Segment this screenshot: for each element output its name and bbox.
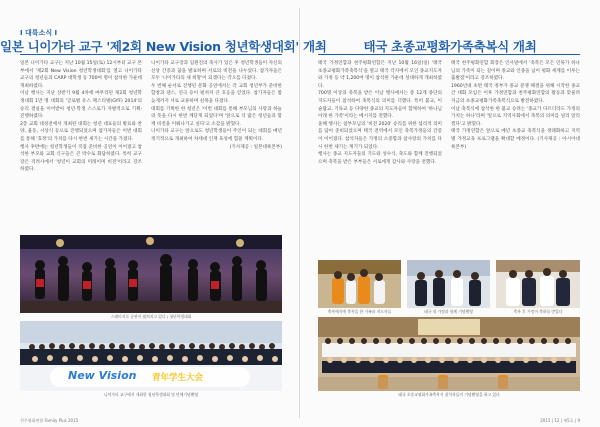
paragraph: (기사제공 : 일본대륙본부) xyxy=(229,144,282,150)
blessing-group-photo-image xyxy=(318,317,580,391)
ceremony-photo-center-image xyxy=(407,260,490,308)
ceremony-photo-center xyxy=(407,260,490,308)
paragraph: 태국 천주평화연합 회장은 인사말에서 '축복은 모든 인류가 하나님의 가족이 되는 길이며 종교와 인종을 넘어 평화 세계를 이루는 출발점'이라고 강조하였다. xyxy=(451,61,580,82)
page-gutter xyxy=(299,8,300,418)
paragraph: 니이가타 교구장과 임원진의 축사가 있은 후 청년학생들이 자신의 신앙 간증과 꿈을 발표하며 서로의 비전을 나누었다. 참가자들은 모두 '니이가타의 새 희망'이 되겠다는 각오를 다졌다. xyxy=(151,61,282,82)
paragraph: 태국 가정연합과 천주평화연합은 지난 10월 16일(일) '태국 초종교평화가족축복식'을 열고 태국 각지에서 모인 종교지도자와 가정 등 약 1,200여 명이 참석한 가운데 성대하게 개최하였다. xyxy=(318,61,442,89)
right-article-col2 xyxy=(451,60,580,258)
paragraph: 이날 축복식에 참석한 한 불교 승려는 '종교가 다르더라도 가정의 가치는 하나'라며 '앞으로 지역사회에서 축복의 의미를 널리 알리겠다'고 밝혔다. xyxy=(451,106,580,127)
ceremony-photo-left xyxy=(318,260,401,308)
group-photo xyxy=(20,321,282,391)
paragraph: 이날 행사는 지난 상반기 9월 4차에 마무리된 제2회 청년학생대회 1만 명 대회의 '글로벌 유스 페스티벌(GYF) 2014'의 승리 결실을 이어받아 청년·학생 스스로가 자발적으로 기획·진행하였다. xyxy=(20,91,142,120)
left-footer: 천주평화연합 Family Plus 2015 xyxy=(20,418,79,423)
group-photo-caption: 니이가타 교구에서 개최한 청년학생대회 및 단체기념촬영 xyxy=(103,392,199,397)
left-title-rule xyxy=(20,54,282,55)
performance-photo-caption: 스테이지로 공연이 펼쳐지고 있다 / 청년학생대회 xyxy=(110,314,192,319)
blessing-group-photo-caption: 태국 초종교평화가족축복식 참석자들이 기념촬영을 하고 있다 xyxy=(398,392,500,397)
ceremony-photo-left-image xyxy=(318,260,401,308)
banner-youth-convention: 青年学生大会 xyxy=(152,373,204,383)
performance-photo xyxy=(20,235,282,313)
left-article-title: 일본 니이가타 교구 '제2회 New Vision 청년학생대회' 개최 xyxy=(0,39,327,54)
ceremony-photo-left-caption: 축복예식에 축복을 한 가족과 지도자들 xyxy=(327,309,392,314)
right-article-title: 태국 초종교평화가족축복식 개최 xyxy=(363,39,537,54)
paragraph: 태국 가정연합은 앞으로 매년 초종교 축복식을 정례화하고 지역별 가정교육 프로그램을 확대할 예정이다. (기사제공 : 아시아대륙본부) xyxy=(451,129,580,150)
performance-photo-image xyxy=(20,235,282,313)
paragraph: 올해 행사는 참부모님의 '비전 2020' 승리를 위한 섭리적 의미를 담아 준비되었으며 태국 전역에서 모인 축복가정들의 간증이 이어졌다. 참석자들은 가정의 소중함과 참사랑의 가치를 다시 한번 새기는 계기가 되었다. xyxy=(318,121,442,150)
paragraph: 행사 후반에는 청년학생들이 직접 준비한 공연이 이어졌고 참석한 부모와 교회 식구들은 큰 박수로 화답하였다. 특히 교구장은 격려사에서 '청년이 교회의 미래이며 비전'이라고 강조하였다. xyxy=(20,144,142,173)
paragraph: 일본 니이가타 교구는 지난 10월 15일(토) 12시부터 교구 본부에서 '제2회 New Vision 청년학생대회'를 열고 니이가타 교구의 청년들과 CARP 대학생 등 700여 명이 참석한 가운데 개최하였다. xyxy=(20,61,142,89)
ceremony-photo-center-caption: 태국 내 가정과 함께 기념촬영 xyxy=(424,309,473,314)
paragraph: 대회를 기획한 한 청년은 '이번 대회를 통해 부모님의 사랑과 하늘의 뜻을 다시 한번 깨닫게 되었다'며 '앞으로 더 많은 청년들과 함께 비전을 이뤄나가고 싶다'고 소감을 밝혔다. xyxy=(151,106,282,127)
right-article-col1 xyxy=(318,60,442,258)
ceremony-photo-right-caption: 축복 후 가정이 축하를 받았다 xyxy=(513,309,563,314)
paragraph: 700명 이상의 축복을 받은 이날 행사에서는 총 12개 종단의 지도자들이 참석하여 축복식의 의미를 더했다. 특히 불교, 이슬람교, 기독교 등 다양한 종교의 지도자들이 함께하여 '하나님 아래 한 가족'이라는 메시지를 전했다. xyxy=(318,91,442,120)
banner-new-vision: New Vision xyxy=(68,369,137,382)
ceremony-photo-right xyxy=(496,260,580,308)
section-tag: I 대륙소식 I xyxy=(20,29,58,37)
blessing-group-photo xyxy=(318,317,580,391)
left-article-col2 xyxy=(151,60,282,244)
right-footer: 2015 | 12 | 제5호 | 9 xyxy=(540,418,580,423)
paragraph: 1960년대 초반 태국 정부가 종교 분쟁 해결을 위해 시작한 종교간 대화 모임은 이후 가정연합과 천주평화연합의 활동과 맞물려 지금의 초종교평화가족축복식으로 발전하였다. xyxy=(451,83,580,104)
ceremony-photo-right-image xyxy=(496,260,580,308)
right-title-rule xyxy=(318,54,580,55)
paragraph: 니이가타 교구는 앞으로도 청년학생들이 주인이 되는 대회를 매년 정기적으로 개최하여 차세대 인재 육성에 힘쓸 계획이다. xyxy=(151,129,282,142)
paragraph: 행사는 종교 지도자들의 기도와 성수식, 축도와 함께 진행되었으며 축복을 받은 부부들은 서로에게 감사와 사랑을 전했다. xyxy=(318,152,442,165)
left-article-col1 xyxy=(20,60,142,244)
paragraph: 두 번째 순서로 진행된 문화 공연에서는 각 교회 청년부가 준비한 합창과 댄스, 연극 등이 펼쳐져 큰 호응을 얻었다. 참가자들은 밤늦게까지 서로 교류하며 친목을 다졌다. xyxy=(151,83,282,104)
group-photo-image xyxy=(20,321,282,391)
paragraph: 2층 교회 대성전에서 개최된 대회는 청년 대표들의 발표와 찬양, 율동, 시상식 등으로 진행되었으며 참가자들은 이번 대회를 통해 '효정'의 가치를 다시 한번 새기는 시간을 가졌다. xyxy=(20,121,142,142)
